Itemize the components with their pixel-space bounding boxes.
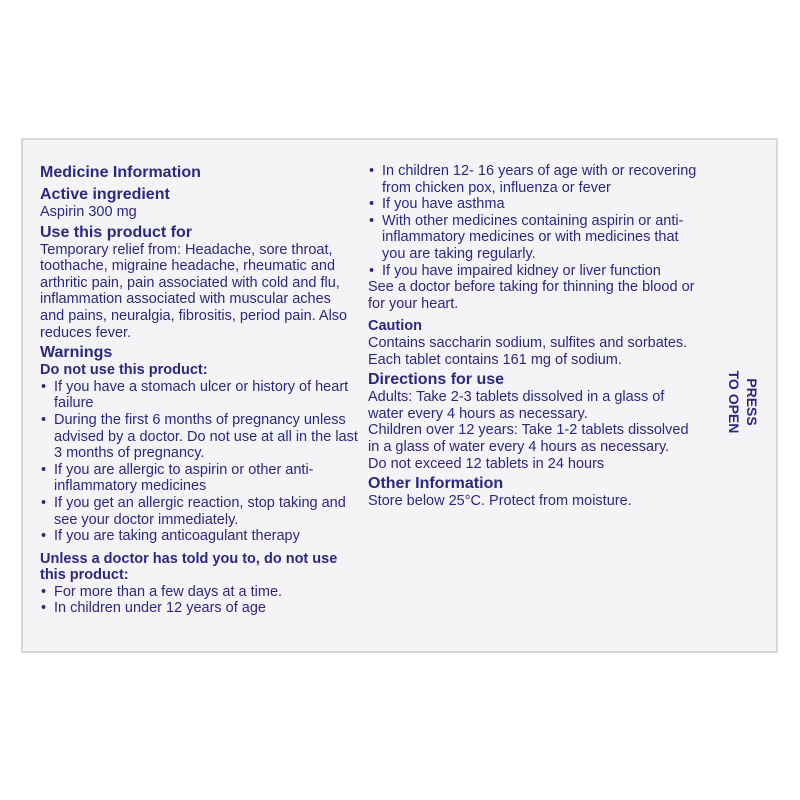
warnings-heading: Warnings xyxy=(40,344,113,362)
press-label-line: TO OPEN xyxy=(726,370,742,434)
press-to-open-label xyxy=(725,371,761,434)
directions-line: Children over 12 years: Take 1-2 tablets dissolved in a glass of water every 4 hours as necessary. xyxy=(368,422,689,455)
see-doctor-text: See a doctor before taking for thinning the blood or for your heart. xyxy=(368,279,695,312)
directions-line: Do not exceed 12 tablets in 24 hours xyxy=(368,455,605,472)
active-ingredient-value: Aspirin 300 mg xyxy=(40,204,137,220)
unless-heading: Unless a doctor has told you to, do not use this product: xyxy=(40,550,338,584)
other-information-heading: Other Information xyxy=(368,475,504,493)
unless-list-item: • If you have asthma xyxy=(368,196,702,213)
use-text: Temporary relief from: Headache, sore throat, toothache, migraine headache, rheumatic and arthritic pain, pain associated with cold and flu, inflammation associated with muscular aches and pains, neuralgia, fibrositis, period pain. Also reduces fever. xyxy=(40,241,348,341)
use-heading: Use this product for xyxy=(40,223,193,241)
other-information-text: Store below 25°C. Protect from moisture. xyxy=(368,493,632,510)
unless-list-item: • With other medicines containing aspirin or anti-inflammatory medicines or with medicines that you are taking regularly. xyxy=(368,213,702,263)
press-label-line: PRESS xyxy=(744,378,760,426)
medicine-information-title: Medicine Information xyxy=(40,164,201,181)
unless-list-item: • In children under 12 years of age xyxy=(40,600,358,617)
left-column xyxy=(40,163,358,617)
caution-heading: Caution xyxy=(368,318,422,335)
warning-list-item: • If you are taking anticoagulant therapy xyxy=(40,528,358,545)
active-ingredient-heading: Active ingredient xyxy=(40,186,170,203)
press-to-open-tab[interactable] xyxy=(722,366,764,438)
right-column xyxy=(368,163,702,510)
do-not-use-heading: Do not use this product: xyxy=(40,362,208,379)
warning-list-item: • If you get an allergic reaction, stop taking and see your doctor immediately. xyxy=(40,495,358,528)
caution-line: Contains saccharin sodium, sulfites and sorbates. xyxy=(368,334,688,351)
warning-list-item: • If you have a stomach ulcer or history of heart failure xyxy=(40,379,358,412)
caution-line: Each tablet contains 161 mg of sodium. xyxy=(368,351,622,368)
unless-list-item: • In children 12- 16 years of age with or recovering from chicken pox, influenza or fever xyxy=(368,163,702,196)
unless-list-item: • For more than a few days at a time. xyxy=(40,584,358,601)
directions-heading: Directions for use xyxy=(368,371,505,389)
unless-list-item: • If you have impaired kidney or liver function xyxy=(368,263,702,280)
warning-list-item: • If you are allergic to aspirin or other anti-inflammatory medicines xyxy=(40,462,358,495)
warning-list-item: • During the first 6 months of pregnancy unless advised by a doctor. Do not use at all in the last 3 months of pregnancy. xyxy=(40,412,358,462)
directions-line: Adults: Take 2-3 tablets dissolved in a glass of water every 4 hours as necessary. xyxy=(368,389,665,422)
